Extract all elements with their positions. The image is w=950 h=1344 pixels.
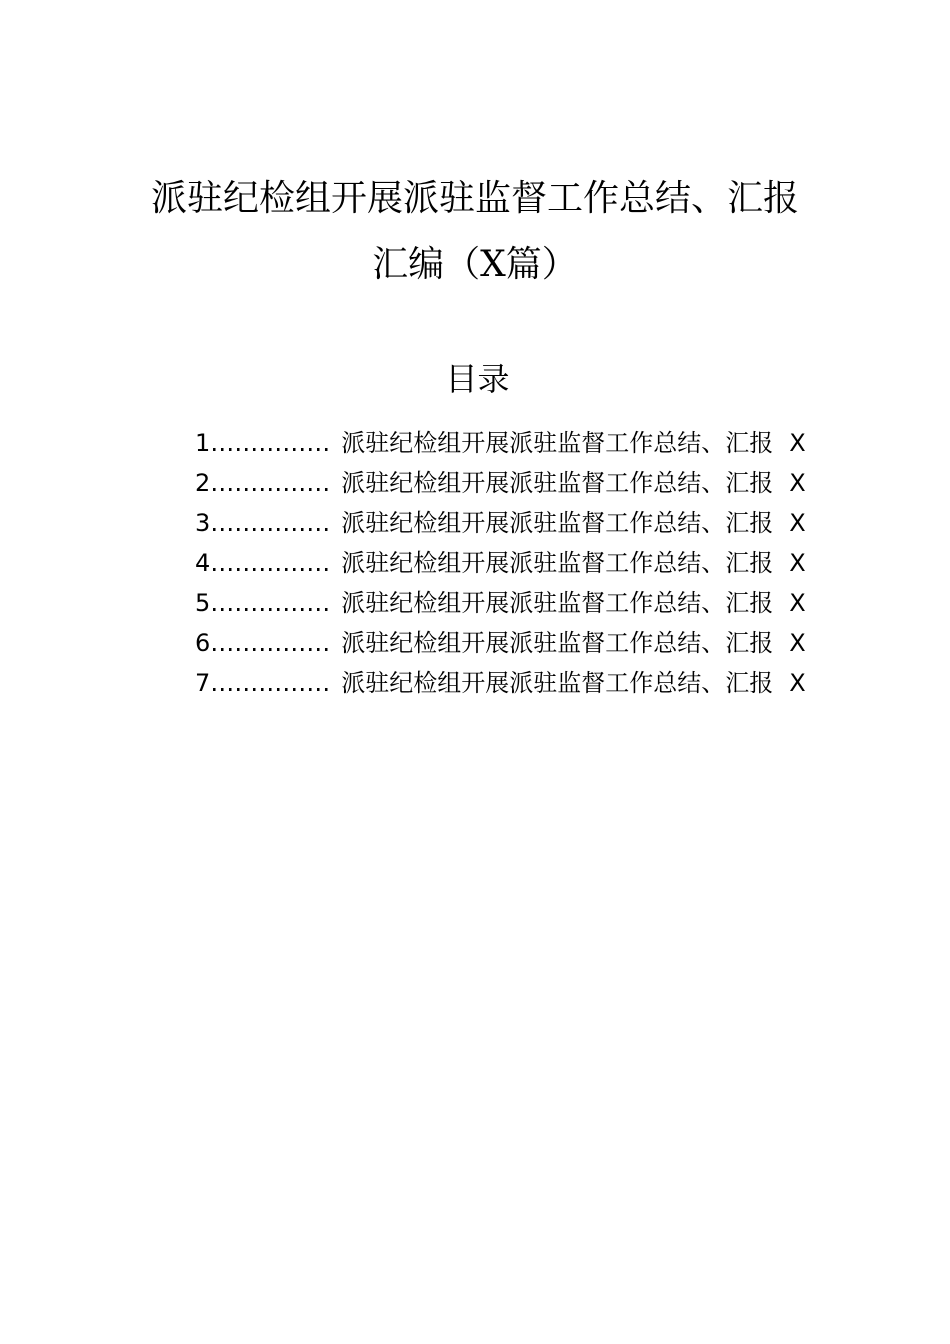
toc-item-page: X xyxy=(789,669,806,697)
toc-item-leader: …………… xyxy=(210,629,331,657)
toc-item-page: X xyxy=(789,469,806,497)
toc-item-text: 派驻纪检组开展派驻监督工作总结、汇报 xyxy=(341,509,774,537)
toc-item-page: X xyxy=(789,589,806,617)
document-title-line-2: 汇编（X篇） xyxy=(372,244,578,285)
toc-item-number: 3 xyxy=(195,509,211,537)
toc-item-leader: …………… xyxy=(210,429,331,457)
toc-item-leader: …………… xyxy=(210,549,331,577)
toc-item[interactable] xyxy=(195,543,845,583)
toc-item-number: 7 xyxy=(195,669,211,697)
toc-item[interactable] xyxy=(195,503,845,543)
toc-item-page: X xyxy=(789,429,806,457)
toc-item-number: 1 xyxy=(195,429,211,457)
toc-item-text: 派驻纪检组开展派驻监督工作总结、汇报 xyxy=(341,589,774,617)
toc-list xyxy=(195,423,845,703)
toc-item-text: 派驻纪检组开展派驻监督工作总结、汇报 xyxy=(341,549,774,577)
toc-item-number: 2 xyxy=(195,469,211,497)
toc-item[interactable] xyxy=(195,663,845,703)
toc-item-leader: …………… xyxy=(210,469,331,497)
toc-item-leader: …………… xyxy=(210,669,331,697)
toc-item-text: 派驻纪检组开展派驻监督工作总结、汇报 xyxy=(341,629,774,657)
toc-item-leader: …………… xyxy=(210,509,331,537)
toc-item-text: 派驻纪检组开展派驻监督工作总结、汇报 xyxy=(341,469,774,497)
toc-item[interactable] xyxy=(195,583,845,623)
toc-item[interactable] xyxy=(195,423,845,463)
toc-item-page: X xyxy=(789,549,806,577)
toc-item-text: 派驻纪检组开展派驻监督工作总结、汇报 xyxy=(341,429,774,457)
toc-item-leader: …………… xyxy=(210,589,331,617)
document-title-line-1: 派驻纪检组开展派驻监督工作总结、汇报 xyxy=(150,178,799,219)
toc-item-number: 5 xyxy=(195,589,211,617)
toc-item-text: 派驻纪检组开展派驻监督工作总结、汇报 xyxy=(341,669,774,697)
toc-item[interactable] xyxy=(195,623,845,663)
toc-item-number: 6 xyxy=(195,629,211,657)
toc-item-page: X xyxy=(789,629,806,657)
toc-item-page: X xyxy=(789,509,806,537)
toc-item[interactable] xyxy=(195,463,845,503)
toc-heading: 目录 xyxy=(445,360,510,398)
toc-item-number: 4 xyxy=(195,549,211,577)
